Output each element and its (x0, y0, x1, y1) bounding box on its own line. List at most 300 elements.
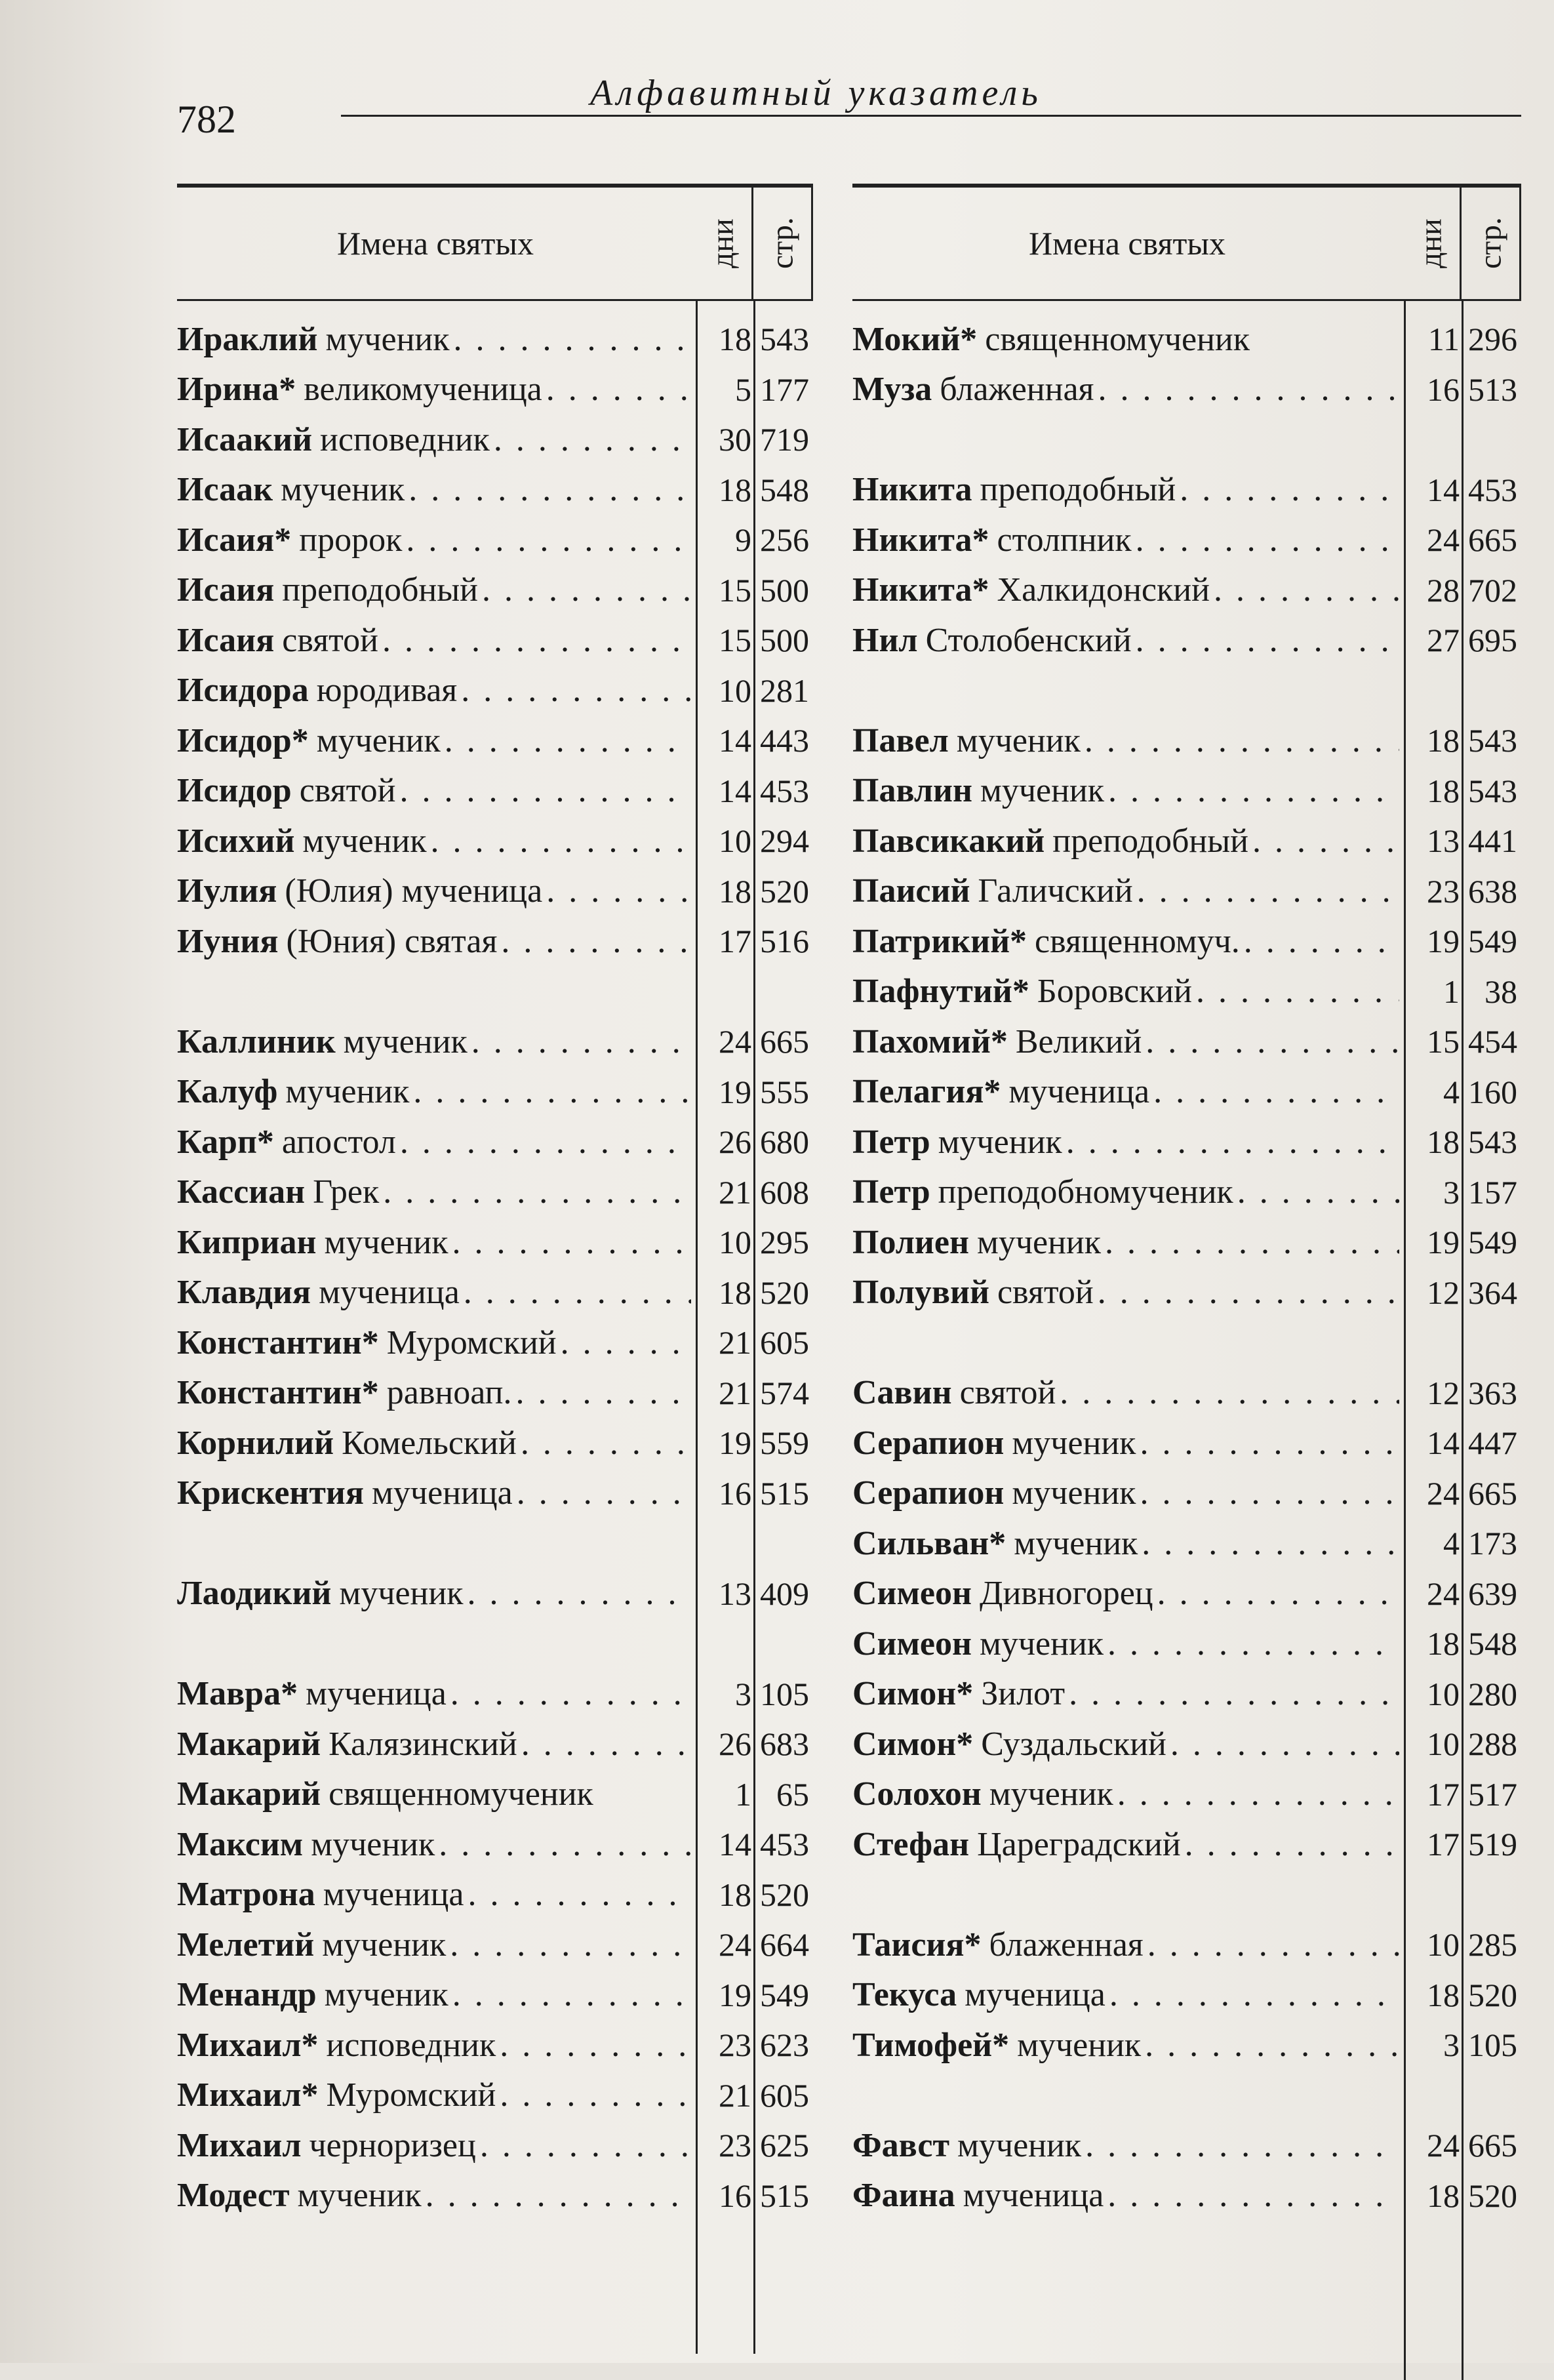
dot-leader (464, 1273, 691, 1312)
saint-name: Лаодикий (177, 1575, 332, 1613)
saint-title: Халкидонский (997, 571, 1210, 609)
letter-group-spacer (852, 1318, 1521, 1368)
day-number: 18 (719, 1876, 751, 1913)
page-reference: 285 (1468, 1926, 1517, 1964)
saint-entry (852, 370, 1406, 409)
right-table-body (852, 301, 1521, 2380)
saint-entry (852, 972, 1406, 1011)
saint-title: преподобный (1052, 822, 1249, 860)
saint-name: Симон* (852, 1675, 974, 1713)
dot-leader (1117, 1775, 1399, 1813)
dot-leader (1146, 1022, 1399, 1061)
page-reference: 281 (760, 672, 809, 709)
saint-name: Никита* (852, 521, 989, 559)
saint-title: Великий (1015, 1022, 1142, 1060)
dot-leader (1140, 1474, 1399, 1512)
page-reference: 65 (776, 1775, 809, 1813)
page-reference: 520 (1468, 1976, 1517, 2013)
saint-title: (Юния) святая (286, 922, 498, 960)
index-entry-row (852, 2120, 1521, 2171)
index-entry-row (852, 1619, 1521, 1669)
day-number: 19 (719, 1424, 751, 1462)
day-number: 23 (719, 2027, 751, 2064)
page-reference: 447 (1468, 1424, 1517, 1462)
page-reference: 702 (1468, 571, 1517, 609)
day-number: 4 (1443, 1525, 1460, 1562)
saint-entry (852, 621, 1406, 660)
index-entry-row (852, 1217, 1521, 1268)
saint-title: блаженная (940, 371, 1094, 409)
dot-leader (1136, 521, 1399, 559)
index-entry-row (852, 866, 1521, 917)
saint-name: Исидора (177, 672, 309, 710)
page-reference: 295 (760, 1224, 809, 1261)
saint-entry (852, 2026, 1406, 2065)
index-entry-row (177, 866, 813, 917)
day-number: 28 (1427, 571, 1460, 609)
page-reference: 549 (1468, 923, 1517, 960)
saint-title: мученик (297, 2177, 422, 2215)
saint-entry (852, 1223, 1406, 1262)
index-entry-row (177, 1117, 813, 1167)
index-entry-row (177, 1920, 813, 1970)
page-reference: 516 (760, 923, 809, 960)
page-reference: 513 (1468, 371, 1517, 408)
dot-leader (1060, 1373, 1399, 1412)
saint-entry (177, 2026, 698, 2065)
running-head-title: Алфавитный указатель (590, 73, 1042, 113)
index-entry-row (852, 1468, 1521, 1519)
page-reference: 520 (760, 1274, 809, 1311)
saint-name: Максим (177, 1825, 304, 1863)
saint-title: мученик (956, 721, 1081, 759)
index-entry-row (852, 1769, 1521, 1820)
saint-name: Исихий (177, 822, 295, 860)
index-entry-row (177, 1769, 813, 1820)
index-entry-row (177, 766, 813, 817)
dot-leader (1085, 2126, 1399, 2165)
saint-entry (852, 320, 1406, 359)
saint-title: черноризец (309, 2126, 476, 2164)
saint-entry (177, 1223, 698, 1262)
saint-entry (177, 1674, 698, 1713)
saint-entry (852, 1072, 1406, 1111)
index-entry-row (852, 314, 1521, 365)
day-number: 27 (1427, 622, 1460, 659)
saint-name: Петр (852, 1123, 930, 1161)
index-entry-row (177, 1669, 813, 1720)
index-entry-row (177, 1067, 813, 1118)
page-reference: 105 (1468, 2027, 1517, 2064)
saint-name: Полувий (852, 1274, 989, 1312)
index-entry-row (177, 1418, 813, 1468)
dot-leader (482, 571, 691, 609)
saint-name: Павел (852, 721, 949, 759)
index-entry-row (177, 1017, 813, 1067)
index-entry-row (177, 1167, 813, 1218)
page-reference: 520 (1468, 2177, 1517, 2214)
saint-entry (177, 1323, 698, 1362)
saint-entry (852, 571, 1406, 609)
dot-leader (1185, 1825, 1399, 1864)
index-entry-row (852, 1017, 1521, 1067)
page-reference: 160 (1468, 1073, 1517, 1110)
index-entry-row (852, 615, 1521, 666)
day-number: 18 (719, 471, 751, 508)
saint-name: Паисий (852, 872, 970, 910)
letter-group-spacer (177, 1518, 813, 1569)
dot-leader (1170, 1725, 1399, 1764)
saint-title: мученик (311, 1825, 435, 1863)
saint-name: Менандр (177, 1976, 317, 2014)
dot-leader (521, 1424, 691, 1462)
page-reference: 605 (760, 2076, 809, 2114)
dot-leader (500, 2076, 691, 2114)
saint-entry (852, 2126, 1406, 2165)
page-reference: 38 (1484, 973, 1517, 1010)
header-names: Имена святых (337, 225, 534, 262)
day-number: 10 (719, 672, 751, 709)
dot-leader (1142, 1524, 1399, 1563)
day-number: 18 (1427, 1625, 1460, 1663)
saint-entry (177, 822, 698, 860)
day-number: 15 (1427, 1023, 1460, 1060)
index-entry-row (852, 515, 1521, 565)
saint-name: Исаия* (177, 521, 292, 559)
saint-title: мученик (957, 2126, 1082, 2164)
page-reference: 543 (1468, 772, 1517, 809)
saint-entry (177, 420, 698, 459)
page-reference: 517 (1468, 1775, 1517, 1813)
saint-title: преподобный (980, 471, 1176, 509)
saint-entry (177, 1975, 698, 2014)
day-number: 24 (719, 1023, 751, 1060)
page-reference: 548 (760, 471, 809, 508)
day-number: 18 (719, 321, 751, 358)
letter-group-spacer (852, 666, 1521, 716)
day-number: 3 (1443, 1173, 1460, 1211)
day-number: 14 (719, 722, 751, 759)
dot-leader (426, 2176, 691, 2215)
saint-entry (177, 2076, 698, 2114)
saint-name: Калуф (177, 1073, 278, 1111)
dot-leader (494, 420, 691, 459)
index-entry-row (852, 1518, 1521, 1569)
letter-group-spacer (852, 2070, 1521, 2121)
page-reference: 638 (1468, 872, 1517, 910)
dot-leader (546, 872, 691, 910)
page-reference: 157 (1468, 1173, 1517, 1211)
day-number: 3 (1443, 2027, 1460, 2064)
saint-title: мученик (316, 721, 441, 759)
saint-title: Суздальский (981, 1725, 1166, 1763)
day-number: 24 (1427, 1575, 1460, 1612)
page-reference: 665 (1468, 521, 1517, 559)
saint-name: Карп* (177, 1123, 274, 1161)
saint-name: Патрикий* (852, 922, 1027, 960)
page-reference: 543 (1468, 1123, 1517, 1161)
saint-title: мученик (976, 1223, 1101, 1261)
saint-name: Михаил* (177, 2076, 319, 2114)
index-entry-row (177, 2070, 813, 2121)
saint-name: Фавст (852, 2126, 950, 2164)
page-reference: 695 (1468, 622, 1517, 659)
saint-title: преподобномученик (938, 1173, 1233, 1211)
dot-leader (1237, 1173, 1399, 1211)
saint-entry (177, 470, 698, 509)
saint-name: Савин (852, 1374, 952, 1412)
index-entry-row (177, 565, 813, 616)
index-entry-row (852, 2020, 1521, 2070)
saint-entry (852, 1825, 1406, 1864)
saint-entry (852, 822, 1406, 860)
index-entry-row (177, 666, 813, 716)
index-entry-row (852, 1970, 1521, 2021)
day-number: 18 (1427, 772, 1460, 809)
page-reference: 453 (760, 772, 809, 809)
saint-name: Ирина* (177, 371, 296, 409)
saint-name: Макарий (177, 1775, 321, 1813)
saint-name: Константин* (177, 1323, 379, 1361)
saint-entry (177, 320, 698, 359)
saint-name: Мокий* (852, 320, 978, 358)
saint-title: Галичский (978, 872, 1133, 910)
dot-leader (445, 721, 691, 760)
saint-entry (177, 1373, 698, 1412)
index-entry-row (852, 1368, 1521, 1419)
saint-entry (852, 470, 1406, 509)
dot-leader (1069, 1674, 1399, 1713)
dot-leader (454, 320, 692, 359)
index-entry-row (177, 2171, 813, 2221)
dot-leader (1244, 922, 1399, 961)
page-reference: 256 (760, 521, 809, 559)
day-number: 3 (735, 1675, 751, 1712)
index-entry-row (177, 314, 813, 365)
index-entry-row (852, 1167, 1521, 1218)
dot-leader (1105, 1223, 1399, 1262)
page-reference: 515 (760, 1474, 809, 1512)
letter-group-spacer (852, 414, 1521, 465)
saint-name: Михаил (177, 2126, 302, 2164)
day-number: 18 (1427, 722, 1460, 759)
day-number: 23 (1427, 872, 1460, 910)
day-number: 26 (719, 1123, 751, 1161)
page-reference: 500 (760, 571, 809, 609)
saint-entry (177, 1173, 698, 1211)
saint-title: святой (959, 1374, 1056, 1412)
page-reference: 288 (1468, 1725, 1517, 1763)
saint-name: Нил (852, 621, 918, 659)
page-reference: 623 (760, 2027, 809, 2064)
saint-title: Дивногорец (979, 1575, 1153, 1613)
right-index-column (852, 184, 1521, 2380)
index-entry-row (852, 465, 1521, 515)
saint-entry (177, 1926, 698, 1964)
page-reference: 664 (760, 1926, 809, 1964)
saint-name: Таисия* (852, 1926, 982, 1964)
page-reference: 625 (760, 2127, 809, 2164)
dot-leader (400, 1123, 691, 1161)
dot-leader (439, 1825, 691, 1864)
saint-name: Исаия (177, 571, 275, 609)
day-number: 24 (719, 1926, 751, 1964)
saint-entry (177, 370, 698, 409)
page-reference: 441 (1468, 822, 1517, 860)
day-number: 12 (1427, 1274, 1460, 1311)
dot-leader (1098, 1273, 1399, 1312)
index-entry-row (177, 1468, 813, 1519)
saint-entry (177, 2176, 698, 2215)
saint-entry (177, 1474, 698, 1512)
page-reference: 719 (760, 421, 809, 458)
dot-leader (1147, 1926, 1399, 1964)
saint-title: мученица (372, 1474, 513, 1512)
saint-entry (852, 1123, 1406, 1161)
saint-name: Никита (852, 471, 972, 509)
saint-title: Столобенский (925, 621, 1132, 659)
page-reference: 296 (1468, 321, 1517, 358)
day-number: 21 (719, 1173, 751, 1211)
saint-title: преподобный (282, 571, 479, 609)
page-reference: 665 (760, 1023, 809, 1060)
index-entry-row (177, 916, 813, 967)
page-reference: 409 (760, 1575, 809, 1612)
dot-leader (408, 470, 691, 509)
saint-entry (852, 922, 1406, 961)
index-entry-row (852, 916, 1521, 967)
header-names: Имена святых (1029, 225, 1225, 262)
letter-group-spacer (177, 1619, 813, 1669)
index-entry-row (177, 615, 813, 666)
saint-entry (177, 1825, 698, 1864)
index-entry-row (177, 1268, 813, 1318)
index-entry-row (852, 365, 1521, 415)
index-entry-row (177, 2120, 813, 2171)
index-entry-row (177, 1970, 813, 2021)
saint-entry (177, 571, 698, 609)
page-reference: 500 (760, 622, 809, 659)
saint-title: мученица (965, 1976, 1106, 2014)
page-reference: 519 (1468, 1826, 1517, 1863)
page-reference: 549 (1468, 1224, 1517, 1261)
saint-entry (177, 721, 698, 760)
day-number: 13 (719, 1575, 751, 1612)
index-entry-row (177, 816, 813, 866)
saint-title: священномуч. (1035, 922, 1240, 960)
page-reference: 453 (760, 1826, 809, 1863)
saint-title: священномученик (329, 1775, 593, 1813)
saint-title: Комельский (342, 1424, 517, 1462)
saint-name: Симон* (852, 1725, 974, 1763)
saint-name: Симеон (852, 1624, 972, 1663)
saint-name: Исидор* (177, 721, 309, 759)
dot-leader (382, 621, 691, 660)
page-reference: 363 (1468, 1374, 1517, 1411)
saint-title: мученик (1017, 2026, 1142, 2064)
index-entry-row (852, 1268, 1521, 1318)
saint-name: Каллиник (177, 1022, 336, 1060)
saint-title: мученик (324, 1223, 448, 1261)
saint-title: пророк (299, 521, 403, 559)
saint-title: мученик (1014, 1524, 1138, 1562)
saint-title: мученик (989, 1775, 1113, 1813)
saint-title: блаженная (989, 1926, 1144, 1964)
dot-leader (1153, 1072, 1399, 1111)
day-number: 15 (719, 622, 751, 659)
day-number: 19 (1427, 923, 1460, 960)
saint-entry (852, 1624, 1406, 1663)
saint-name: Петр (852, 1173, 930, 1211)
dot-leader (1066, 1123, 1399, 1161)
day-number: 24 (1427, 2127, 1460, 2164)
index-entry-row (177, 1819, 813, 1870)
dot-leader (1196, 972, 1399, 1011)
saint-name: Корнилий (177, 1424, 334, 1462)
day-number: 18 (1427, 1123, 1460, 1161)
day-number: 18 (1427, 1976, 1460, 2013)
saint-title: столпник (997, 521, 1132, 559)
saint-title: равноап. (386, 1374, 512, 1412)
index-entry-row (852, 1669, 1521, 1720)
saint-title: Грек (313, 1173, 380, 1211)
header-rule (341, 115, 1521, 117)
saint-name: Сильван* (852, 1524, 1006, 1562)
index-entry-row (852, 766, 1521, 817)
day-number: 17 (719, 923, 751, 960)
saint-name: Солохон (852, 1775, 982, 1813)
saint-entry (177, 1072, 698, 1111)
saint-entry (852, 1775, 1406, 1813)
day-number: 18 (719, 872, 751, 910)
day-number: 4 (1443, 1073, 1460, 1110)
saint-title: мученик (302, 822, 427, 860)
letter-group-spacer (852, 1870, 1521, 1920)
saint-title: мученик (1012, 1424, 1136, 1462)
dot-leader (480, 2126, 691, 2165)
dot-leader (561, 1323, 691, 1362)
saint-name: Серапион (852, 1474, 1005, 1512)
saint-name: Серапион (852, 1424, 1005, 1462)
saint-entry (177, 1775, 698, 1813)
saint-entry (177, 1123, 698, 1161)
dot-leader (1107, 1624, 1399, 1663)
day-number: 10 (719, 1224, 751, 1261)
saint-name: Муза (852, 371, 932, 409)
saint-name: Текуса (852, 1976, 957, 2014)
saint-entry (852, 872, 1406, 910)
dot-leader (1252, 822, 1399, 860)
day-number: 23 (719, 2127, 751, 2164)
saint-name: Исаак (177, 471, 273, 509)
saint-entry (177, 1424, 698, 1462)
saint-name: Павлин (852, 772, 972, 810)
page-reference: 280 (1468, 1675, 1517, 1712)
saint-name: Киприан (177, 1223, 317, 1261)
day-number: 19 (1427, 1224, 1460, 1261)
day-number: 9 (735, 521, 751, 559)
dot-leader (1157, 1574, 1399, 1613)
page-reference: 543 (760, 321, 809, 358)
saint-name: Исаакий (177, 420, 313, 458)
day-number: 18 (719, 1274, 751, 1311)
page-reference: 177 (760, 371, 809, 408)
right-column-header (852, 184, 1521, 301)
saint-entry (177, 671, 698, 710)
dot-leader (517, 1474, 691, 1512)
page-reference: 608 (760, 1173, 809, 1211)
day-number: 24 (1427, 521, 1460, 559)
